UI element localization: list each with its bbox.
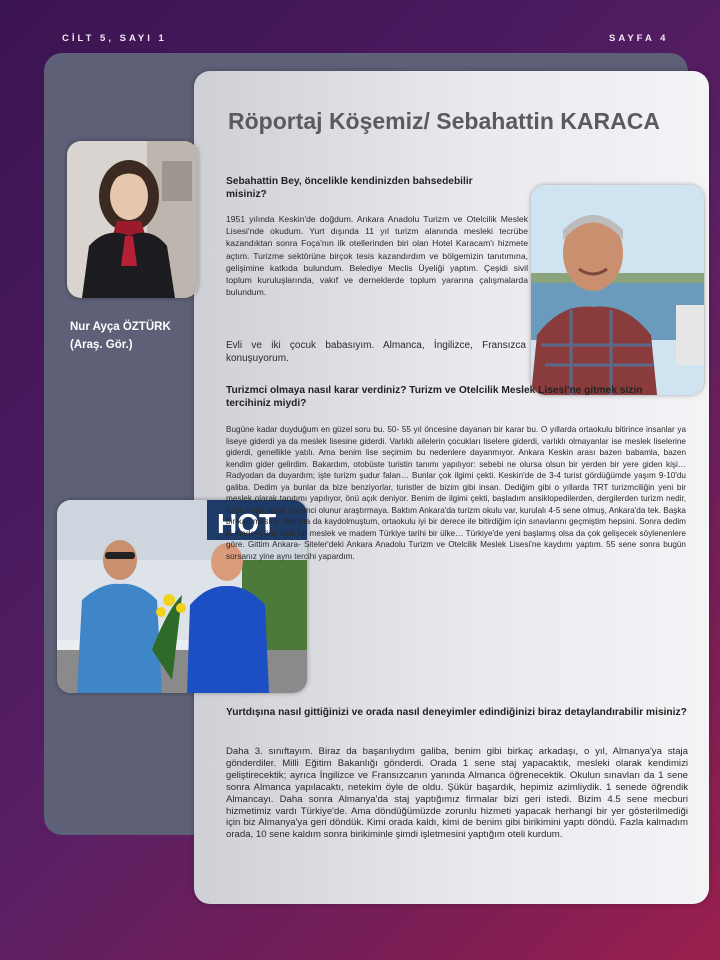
page-number: SAYFA 4 — [609, 33, 669, 44]
answer-3-paragraph-1: Daha 3. sınıftayım. Biraz da başarılıydım galiba, benim gibi birkaç arkadaşı, o yıl, Almanya'ya staja gönderdiler. Milli Eğitim Bakanlığı gönderdi. Orada 1 sene staj yapacaktık, mesleki olarak kendimizi geliştirecektik; ayrıca İngilizce ve Fransızcanın yanında Almanca öğrenecektik. Okulun sınavları da 1 sene sonra Almanca yapılacaktı, netekim öyle de oldu. Şükür başardık, hepimiz azimliydik. 1 senede öğrendik Almancayı. Daha sonra Almanya'da staj yaptığımız firmalar bizi geri istedi. Bizim 4.5 sene mecburi hizmetimiz vardı Türkiye'de. Ama döndüğümüzde zorunlu hizmeti yapacak herhangi bir yer gösterilmediği için biz Almanya'ya geri döndük. Kimi orada kaldı, kimi de benim gibi birikimini yaptı döndü. Fazla kalmadım orada, 10 sene kaldım sonra birikiminle şimdi işletmesini yaptığım oteli kurdum. — [226, 746, 688, 841]
issue-label: CİLT 5, SAYI 1 — [62, 33, 167, 44]
author-credit — [70, 318, 171, 354]
question-3: Yurtdışına nasıl gittiğinizi ve orada nasıl deneyimler edindiğinizi biraz detaylandırabilir misiniz? — [226, 707, 687, 718]
page-title: Röportaj Köşemiz/ Sebahattin KARACA — [228, 108, 660, 134]
question-1: Sebahattin Bey, öncelikle kendinizden bahsedebilir misiniz? — [226, 176, 473, 200]
interviewee-portrait-photo — [531, 185, 704, 395]
question-2: Turizmci olmaya nasıl karar verdiniz? Turizm ve Otelcilik Meslek Lisesi'ne gitmek sizin tercihiniz miydi? — [226, 385, 643, 409]
answer-1-paragraph-1: 1951 yılında Keskin'de doğdum. Ankara Anadolu Turizm ve Otelcilik Meslek Lisesi'nde okudum. Yurt dışında 11 yıl turizm alanında mesleki tecrübe kazandıktan sonra Foça'nın ilk otellerinden biri olan Hotel Karacam'ı hizmete açtım. Turizme sektörüne birçok tesis kazandırdım ve bölgemizin tanıtımına, gelişimine katkıda bulundum. Belediye Meclis Üyeliği yaptım. Çeşidi sivil toplum kuruluşlarında, vakıf ve derneklerde toplum yararına çalışmalarda bulundum. — [226, 214, 528, 298]
hotel-sign-text: HOT — [217, 508, 277, 539]
answer-2-paragraph-1: Bugüne kadar duyduğum en güzel soru bu. 50- 55 yıl öncesine dayanan bir karar bu. O yıllarda ortaokulu bitirince insanlar ya liseye giderdi ya da meslek lisesine giderdi. Varlıklı ailelerin çocukları liselere giderdi, varlıklı olmayanlar ise meslek liselerine giderdi, genellikle yatılı. Ama benim lise seçimim bu nedenlere dayanmıyor. Ankara Keskin arası bazen babamla, bazen kendim gider gelirdim. Bakardım, otobüste turistin tanımı yapılıyor: sebebi ne olursa olsun bir yerden bir yere giden kişi… Radyodan da duyardım; işte turizm şudur falan… Bunlar çok ilgimi çekti. Keskin'de de 3-4 turist gördüğümde yaşım 9-10'du galiba. Dedim ya bunlar da bize benziyorlar, turistler de bizim gibi insan. Dediğim gibi o yıllarda TRT turizmciliğin yeni bir meslek olarak tanıtımı yapılıyor, önü açık deniyor. Benim de ilgimi çekti, başladım ansiklopedilerden, dergilerden turizm nedir, turist nedir, nasıl turizmci olunur araştırmaya. Baktım Ankara'da turizm okulu var, kurulalı 4-5 sene olmuş, Ankara'da tek. Başka bir kaç meslek okuluna da kaydolmuştum, ortaokulu iyi bir derece ile bitirdiğim için sınavlarını geçmiştim hepsini. Sonra dedim ki madem önü açık bir meslek ve madem Türkiye tarihi bir ülke… Türkiye'de yeni başlamış olsa da çok gelişecek söylenenlere göre. Gittim Ankara- Siteler'deki Ankara Anadolu Turizm ve Otelcilik Meslek Lisesi'ne kaydımı yaptım. 55 sene sonra bugün sorsanız yine aynı tercihi yapardım. — [226, 425, 686, 561]
author-name: Nur Ayça ÖZTÜRK — [70, 321, 171, 333]
answer-1-paragraph-2: Evli ve iki çocuk babasıyım. Almanca, İngilizce, Fransızca konuşuyorum. — [226, 340, 526, 364]
author-role: (Araş. Gör.) — [70, 339, 133, 351]
author-portrait-photo — [67, 141, 198, 298]
